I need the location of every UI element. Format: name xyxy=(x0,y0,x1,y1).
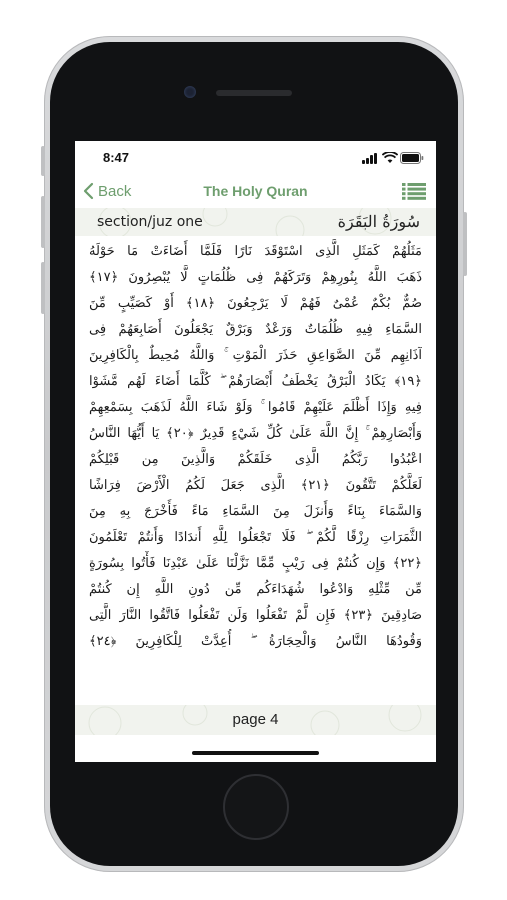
ayah-line: فِيهِ وَإِذَا أَظْلَمَ عَلَيْهِمْ قَامُوا ۚ وَلَوْ شَاءَ اللَّهُ لَذَهَبَ بِسَمْعِهِمْ xyxy=(89,400,422,415)
status-time: 8:47 xyxy=(103,150,130,165)
volume-up-button xyxy=(41,196,45,248)
ayah-line: وَأَبْصَارِهِمْ ۚ إِنَّ اللَّهَ عَلَىٰ كُلِّ شَيْءٍ قَدِيرٌ ﴿٢٠﴾ يَا أَيُّهَا النَّاسُ xyxy=(89,426,422,441)
battery-icon xyxy=(400,152,424,164)
wifi-icon xyxy=(382,152,398,164)
front-camera xyxy=(184,86,196,98)
signal-icon xyxy=(362,152,380,164)
page-number: page 4 xyxy=(232,711,279,728)
list-icon[interactable] xyxy=(402,183,426,200)
home-indicator[interactable] xyxy=(192,751,319,755)
status-icons xyxy=(362,152,422,164)
ayah-line: لَعَلَّكُمْ تَتَّقُونَ ﴿٢١﴾ الَّذِى جَعَلَ لَكُمُ الْأَرْضَ فِرَاشًا xyxy=(89,478,422,493)
ayah-line: ﴿٢٢﴾ وَإِن كُنتُمْ فِى رَيْبٍ مِّمَّا نَزَّلْنَا عَلَىٰ عَبْدِنَا فَأْتُوا بِسُورَةٍ xyxy=(89,556,422,571)
power-button xyxy=(463,212,467,276)
ayah-line: وَالسَّمَاءَ بِنَاءً وَأَنزَلَ مِنَ السَّمَاءِ مَاءً فَأَخْرَجَ بِهِ مِنَ xyxy=(89,504,422,519)
surah-name: سُورَةُ البَقَرَة xyxy=(337,212,420,231)
ayah-line: الثَّمَرَاتِ رِزْقًا لَّكُمْ ۖ فَلَا تَجْعَلُوا لِلَّهِ أَندَادًا وَأَنتُمْ تَعْلَمُونَ xyxy=(89,530,422,545)
navigation-bar xyxy=(75,175,436,207)
ayah-line: مِّن مِّثْلِهِ وَادْعُوا شُهَدَاءَكُم مِّن دُونِ اللَّهِ إِن كُنتُمْ xyxy=(89,582,422,597)
page-footer xyxy=(75,705,436,735)
ayah-line: ﴿١٩﴾ يَكَادُ الْبَرْقُ يَخْطَفُ أَبْصَارَهُمْ ۖ كُلَّمَا أَضَاءَ لَهُم مَّشَوْا xyxy=(89,374,422,389)
app-screen xyxy=(75,141,436,762)
ayah-line: صَادِقِينَ ﴿٢٣﴾ فَإِن لَّمْ تَفْعَلُوا وَلَن تَفْعَلُوا فَاتَّقُوا النَّارَ الَّتِى xyxy=(89,608,422,623)
ayah-line: اعْبُدُوا رَبَّكُمُ الَّذِى خَلَقَكُمْ وَالَّذِينَ مِن قَبْلِكُمْ xyxy=(89,452,422,467)
home-button[interactable] xyxy=(223,774,289,840)
page-title: The Holy Quran xyxy=(203,183,308,199)
back-label: Back xyxy=(98,182,132,200)
ayah-line: وَقُودُهَا النَّاسُ وَالْحِجَارَةُ ۖ أُعِدَّتْ لِلْكَافِرِينَ ﴿٢٤﴾ xyxy=(89,634,422,649)
section-header xyxy=(75,208,436,236)
volume-down-button xyxy=(41,262,45,314)
ayah-line: ذَهَبَ اللَّهُ بِنُورِهِمْ وَتَرَكَهُمْ فِى ظُلُمَاتٍ لَّا يُبْصِرُونَ ﴿١٧﴾ xyxy=(89,270,422,285)
ayah-line: السَّمَاءِ فِيهِ ظُلُمَاتٌ وَرَعْدٌ وَبَرْقٌ يَجْعَلُونَ أَصَابِعَهُمْ فِى xyxy=(89,322,422,337)
earpiece-speaker xyxy=(216,90,292,96)
quran-page-text xyxy=(89,239,422,707)
status-bar xyxy=(75,141,436,175)
juz-label: section/juz one xyxy=(97,214,203,230)
mute-switch xyxy=(41,146,45,176)
ayah-line: آذَانِهِم مِّنَ الصَّوَاعِقِ حَذَرَ الْمَوْتِ ۚ وَاللَّهُ مُحِيطٌ بِالْكَافِرِينَ xyxy=(89,348,422,363)
ayah-line: صُمٌّ بُكْمٌ عُمْىٌ فَهُمْ لَا يَرْجِعُونَ ﴿١٨﴾ أَوْ كَصَيِّبٍ مِّنَ xyxy=(89,296,422,311)
ayah-line: مَثَلُهُمْ كَمَثَلِ الَّذِى اسْتَوْقَدَ نَارًا فَلَمَّا أَضَاءَتْ مَا حَوْلَهُ xyxy=(89,244,422,259)
